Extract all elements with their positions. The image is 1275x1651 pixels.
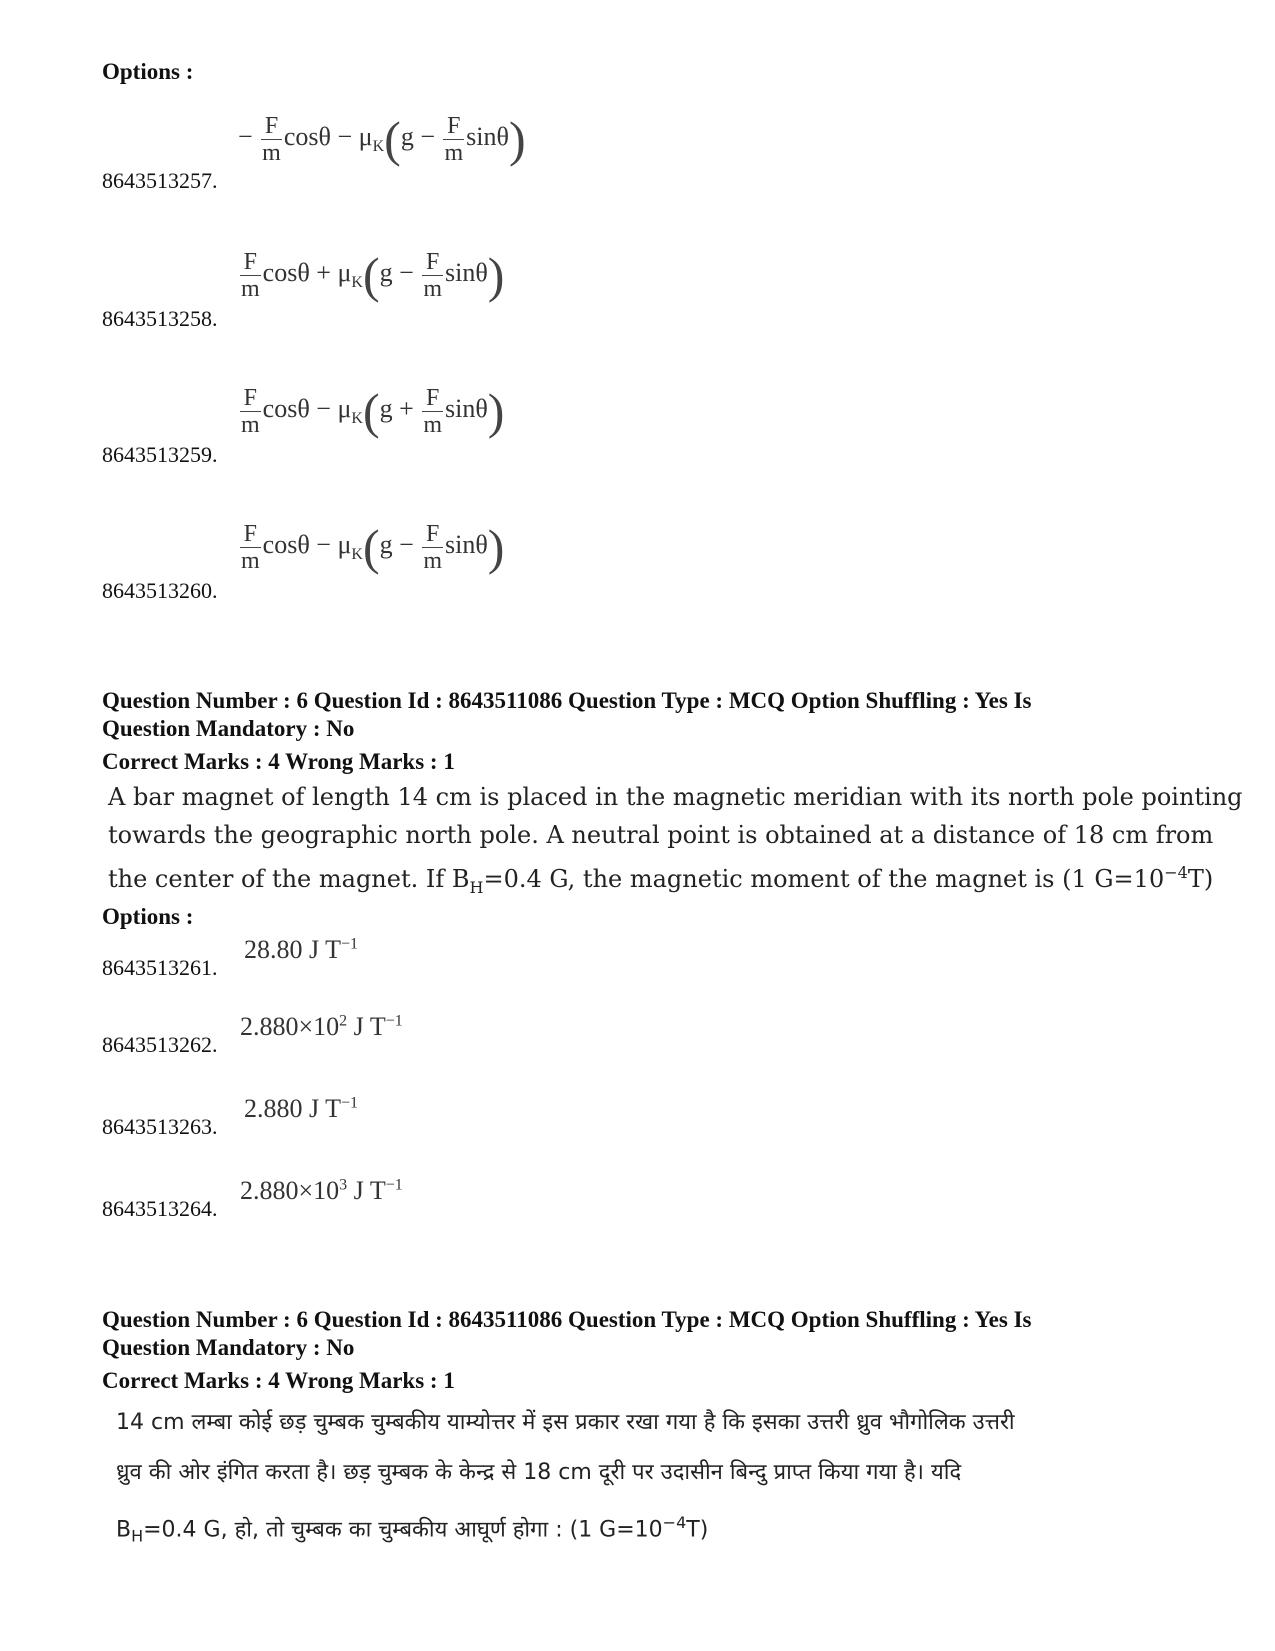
question-header: Question Number : 6 Question Id : 8643511086 Question Type : MCQ Option Shuffling : Yes Is: [102, 1307, 1032, 1332]
option-value: 28.80 J $T^{-1}$: [244, 935, 359, 964]
option-id: 8643513258.: [102, 306, 218, 331]
option-formula: $\frac{F}{m}$ $\cos\theta + \mu_K(g$ − $\frac{F}{m}$ sinθ): [241, 247, 505, 303]
option-id: 8643513259.: [102, 442, 218, 467]
question-mandatory: Question Mandatory : No: [102, 716, 355, 741]
options-label: Options :: [102, 59, 194, 84]
question-marks: Correct Marks : 4 Wrong Marks : 1: [102, 749, 455, 774]
question-header: Question Number : 6 Question Id : 8643511086 Question Type : MCQ Option Shuffling : Yes Is: [102, 688, 1032, 713]
option-value: 2.880 J $T^{-1}$: [244, 1094, 359, 1123]
question-marks: Correct Marks : 4 Wrong Marks : 1: [102, 1368, 455, 1393]
option-id: 8643513264.: [102, 1196, 218, 1221]
option-value: $2.880\times 10^3$ J $T^{-1}$: [240, 1176, 403, 1205]
option-id: 8643513263.: [102, 1114, 218, 1139]
option-id: 8643513262.: [102, 1032, 218, 1057]
question-stem-hindi: 14 cm लम्बा कोई छड़ चुम्बक चुम्बकीय याम्योत्तर में इस प्रकार रखा गया है कि इसका उत्तरी ध्रुव भौगोलिक उत्तरी ध्रुव की ओर इंगित करता है। छड़ चुम्बक के केन्द्र से 18 cm दूरी पर उदासीन बिन्दु प्राप्त किया गया है। यदि $B_H=0.4$ G, हो, तो चुम्बक का चुम्बकीय आघूर्ण होगा : (1 $G=10^{-4}T$): [116, 1410, 1015, 1546]
question-mandatory: Question Mandatory : No: [102, 1335, 355, 1360]
option-id: 8643513260.: [102, 578, 218, 603]
options-label: Options :: [102, 904, 194, 929]
option-value: $2.880\times 10^2$ J $T^{-1}$: [240, 1012, 403, 1041]
option-formula: $\frac{F}{m}$ $\cos\theta - \mu_K(g$ + $\frac{F}{m}$ sinθ): [241, 383, 505, 439]
question-stem: A bar magnet of length 14 cm is placed in the magnetic meridian with its north pole pointing towards the geographic north pole. A neutral point is obtained at a distance of 18 cm from the center of the magnet. If $B_H=0.4$ G, the magnetic moment of the magnet is (1 $G=10^{-4}T$): [108, 783, 1243, 897]
option-formula: − $\frac{F}{m}$ $\cos\theta - \mu_K(g$ − $\frac{F}{m}$ sinθ): [238, 111, 526, 167]
option-id: 8643513261.: [102, 955, 218, 980]
option-formula: $\frac{F}{m}$ $\cos\theta - \mu_K(g$ − $\frac{F}{m}$ sinθ): [241, 519, 505, 575]
option-id: 8643513257.: [102, 168, 218, 193]
